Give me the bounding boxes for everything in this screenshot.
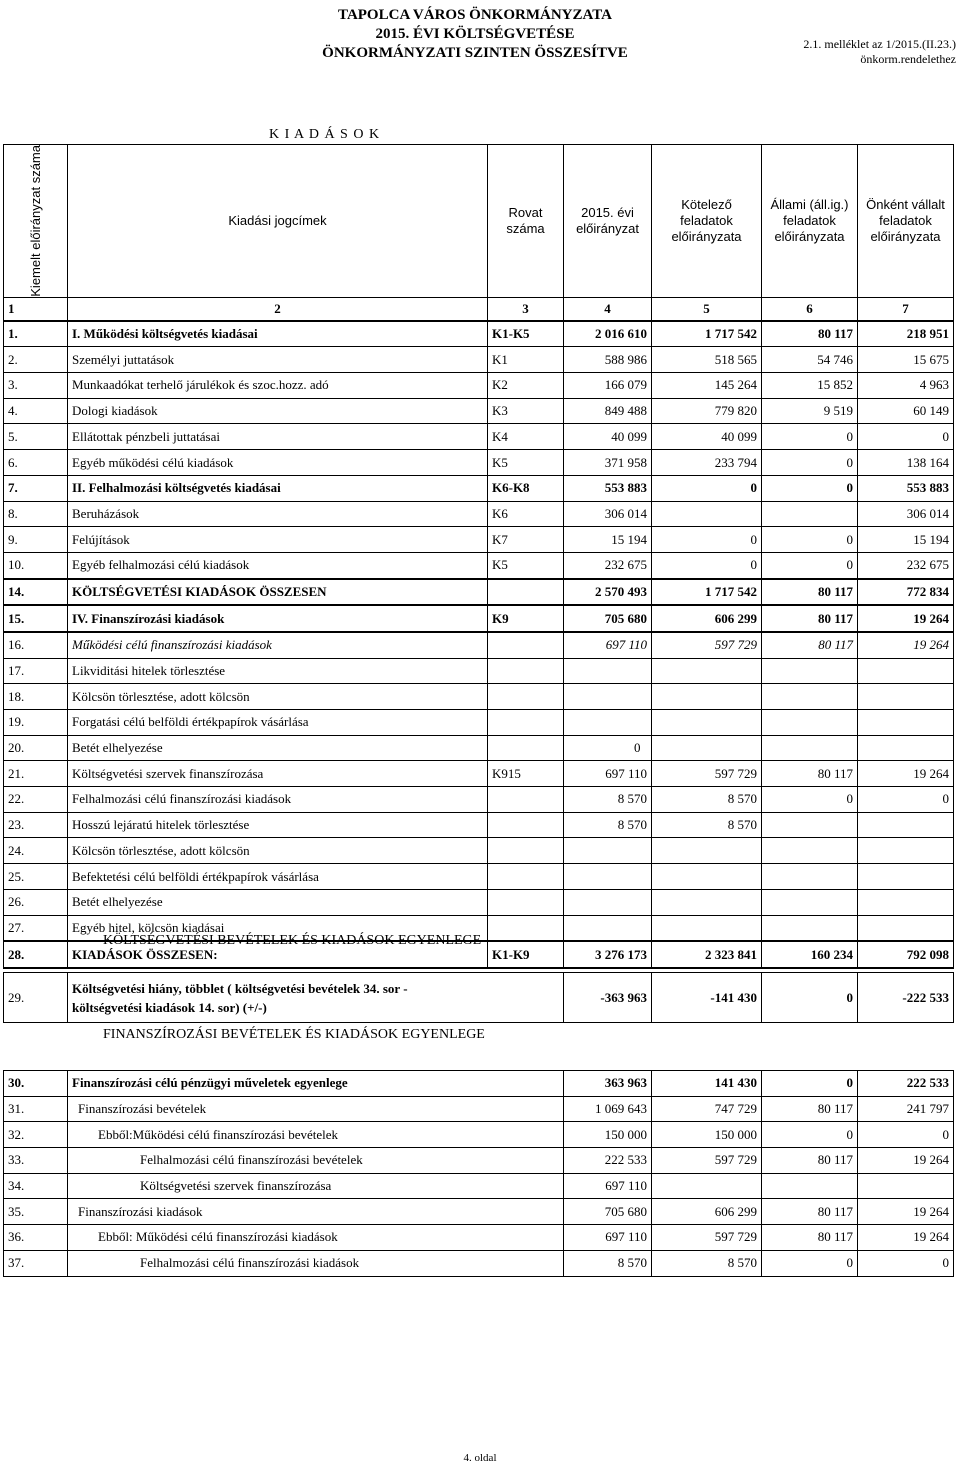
col-number: 7 [858,297,954,321]
table-row [4,710,954,736]
row-label: Ellátottak pénzbeli juttatásai [68,424,488,450]
value-cell [652,1173,762,1199]
value-cell [652,735,762,761]
table-row [4,552,954,578]
value-cell [564,658,652,684]
value-cell: 80 117 [762,1148,858,1174]
row-number: 14. [4,579,68,606]
row-number: 30. [4,1071,68,1097]
value-cell [762,889,858,915]
value-cell: 606 299 [652,605,762,632]
rovat-code: K2 [488,373,564,399]
value-cell: 19 264 [858,1199,954,1225]
row-label: II. Felhalmozási költségvetés kiadásai [68,475,488,501]
row-label: Felújítások [68,527,488,553]
row-number: 1. [4,321,68,347]
rovat-code [488,787,564,813]
value-cell: 697 110 [564,761,652,787]
value-cell [762,1173,858,1199]
row-label: Működési célú finanszírozási kiadások [68,632,488,658]
value-cell: 588 986 [564,347,652,373]
col-header-kotelezo: Kötelező feladatok előirányzata [652,145,762,298]
value-cell: 166 079 [564,373,652,399]
row-number: 32. [4,1122,68,1148]
col-header-kiemelt: Kiemelt előirányzat száma [4,145,68,298]
table-row [4,373,954,399]
value-cell: 0 [762,1250,858,1276]
table-row [4,475,954,501]
value-cell [652,710,762,736]
value-cell [858,710,954,736]
reference-line-2: önkorm.rendelethez [860,52,956,66]
value-cell: 40 099 [564,424,652,450]
value-cell: 19 264 [858,1148,954,1174]
row-number: 19. [4,710,68,736]
value-cell: 80 117 [762,321,858,347]
value-cell: 19 264 [858,605,954,632]
value-cell: 60 149 [858,398,954,424]
value-cell [762,812,858,838]
value-cell: 0 [762,450,858,476]
row-label: Költségvetési szervek finanszírozása [68,761,488,787]
row-number: 9. [4,527,68,553]
row-number: 28. [4,941,68,968]
col-header-eloir: 2015. évi előirányzat [564,145,652,298]
rovat-code [488,684,564,710]
row-number: 8. [4,501,68,527]
value-cell: 80 117 [762,1199,858,1225]
value-cell [564,710,652,736]
rovat-code: K7 [488,527,564,553]
value-cell [652,915,762,941]
value-cell: 0 [858,1122,954,1148]
value-cell [762,710,858,736]
value-cell: 0 [762,475,858,501]
value-cell [858,838,954,864]
value-cell: 15 852 [762,373,858,399]
value-cell: 363 963 [564,1071,652,1097]
row-number: 3. [4,373,68,399]
row-label: Befektetési célú belföldi értékpapírok vásárlása [68,864,488,890]
value-cell: 697 110 [564,1173,652,1199]
value-cell: -222 533 [858,973,954,1023]
value-cell [564,864,652,890]
table-row [4,838,954,864]
row-number: 37. [4,1250,68,1276]
value-cell: 597 729 [652,1225,762,1251]
rovat-code: K1-K9 [488,941,564,968]
value-cell: 1 069 643 [564,1096,652,1122]
value-cell [652,658,762,684]
row-label: Egyéb működési célú kiadások [68,450,488,476]
title-line-3: ÖNKORMÁNYZATI SZINTEN ÖSSZESÍTVE [322,45,628,61]
rovat-code: K6-K8 [488,475,564,501]
row-label: IV. Finanszírozási kiadások [68,605,488,632]
value-cell: 8 570 [564,1250,652,1276]
rovat-code [488,812,564,838]
row-number: 18. [4,684,68,710]
table-row [4,812,954,838]
table-row [4,1148,954,1174]
row-label: Betét elhelyezése [68,735,488,761]
value-cell: 0 [652,552,762,578]
value-cell: 849 488 [564,398,652,424]
col-number: 6 [762,297,858,321]
value-cell: 15 194 [564,527,652,553]
col-number: 2 [68,297,488,321]
rovat-code: K1-K5 [488,321,564,347]
value-cell: 518 565 [652,347,762,373]
value-cell: 19 264 [858,1225,954,1251]
value-cell: 3 276 173 [564,941,652,968]
row-number: 36. [4,1225,68,1251]
value-cell: 0 [762,1122,858,1148]
value-cell [762,915,858,941]
value-cell [858,658,954,684]
rovat-code [488,710,564,736]
value-cell: 222 533 [858,1071,954,1097]
value-cell: 150 000 [564,1122,652,1148]
value-cell: 150 000 [652,1122,762,1148]
row-number: 15. [4,605,68,632]
row-label: Finanszírozási célú pénzügyi műveletek egyenlege [68,1071,564,1097]
financing-balance-table [3,1070,954,1277]
page-number: 4. oldal [463,1452,497,1464]
row-label: Költségvetési szervek finanszírozása [68,1173,564,1199]
document-title [250,6,700,63]
value-cell: 80 117 [762,605,858,632]
section-title-financing-balance: FINANSZÍROZÁSI BEVÉTELEK ÉS KIADÁSOK EGYENLEGE [103,1027,485,1042]
row-number: 21. [4,761,68,787]
value-cell: 0 [564,735,652,761]
value-cell: 0 [762,787,858,813]
row-number: 4. [4,398,68,424]
value-cell [652,864,762,890]
section-title-budget-balance: KÖLTSÉGVETÉSI BEVÉTELEK ÉS KIADÁSOK EGYENLEGE [103,933,482,948]
row-number: 26. [4,889,68,915]
col-number: 4 [564,297,652,321]
row-number: 6. [4,450,68,476]
col-number: 1 [4,297,68,321]
table-row [4,761,954,787]
row-number: 5. [4,424,68,450]
table-row [4,1173,954,1199]
rovat-code: K6 [488,501,564,527]
rovat-code: K9 [488,605,564,632]
row-label: Hosszú lejáratú hitelek törlesztése [68,812,488,838]
value-cell [762,684,858,710]
row-label: Ebből: Működési célú finanszírozási kiadások [68,1225,564,1251]
value-cell: 306 014 [564,501,652,527]
value-cell: 0 [762,973,858,1023]
rovat-code: K915 [488,761,564,787]
table-row [4,501,954,527]
row-number: 33. [4,1148,68,1174]
table-row [4,1199,954,1225]
col-header-onkent: Önként vállalt feladatok előirányzata [858,145,954,298]
rovat-code [488,658,564,684]
value-cell: -363 963 [564,973,652,1023]
value-cell: 8 570 [564,787,652,813]
value-cell: 0 [762,552,858,578]
row-label: Beruházások [68,501,488,527]
value-cell [652,684,762,710]
value-cell: 0 [762,424,858,450]
row-label: Munkaadókat terhelő járulékok és szoc.hozz. adó [68,373,488,399]
table-row [4,1225,954,1251]
value-cell: 597 729 [652,632,762,658]
value-cell: 1 717 542 [652,321,762,347]
row-number: 29. [4,973,68,1023]
row-label: Forgatási célú belföldi értékpapírok vásárlása [68,710,488,736]
value-cell: 19 264 [858,632,954,658]
value-cell: 241 797 [858,1096,954,1122]
value-cell: 8 570 [564,812,652,838]
value-cell: 553 883 [858,475,954,501]
value-cell [858,915,954,941]
value-cell: 80 117 [762,579,858,606]
row-label: Felhalmozási célú finanszírozási bevételek [68,1148,564,1174]
table-row [4,864,954,890]
value-cell: 705 680 [564,605,652,632]
row-label: Kölcsön törlesztése, adott kölcsön [68,684,488,710]
value-cell: 747 729 [652,1096,762,1122]
value-cell: 222 533 [564,1148,652,1174]
value-cell [762,658,858,684]
value-cell [858,889,954,915]
rovat-code [488,864,564,890]
value-cell [762,864,858,890]
value-cell [858,1173,954,1199]
value-cell: 0 [858,424,954,450]
table-row [4,658,954,684]
title-line-2: 2015. ÉVI KÖLTSÉGVETÉSE [375,26,575,42]
rovat-code: K3 [488,398,564,424]
table-row [4,605,954,632]
value-cell: 80 117 [762,761,858,787]
row-label: Dologi kiadások [68,398,488,424]
table-row [4,1071,954,1097]
value-cell: 697 110 [564,1225,652,1251]
row-label: Felhalmozási célú finanszírozási kiadások [68,1250,564,1276]
row-label: Felhalmozási célú finanszírozási kiadások [68,787,488,813]
rovat-code: K5 [488,552,564,578]
value-cell [858,812,954,838]
row-number: 10. [4,552,68,578]
row-label: KIADÁSOK ÖSSZESEN: [68,941,488,968]
row-number: 24. [4,838,68,864]
value-cell: 145 264 [652,373,762,399]
value-cell: 232 675 [564,552,652,578]
value-cell [762,501,858,527]
reference-line-1: 2.1. melléklet az 1/2015.(II.23.) [803,37,956,51]
value-cell: 779 820 [652,398,762,424]
value-cell [762,735,858,761]
col-header-rovat: Rovat száma [488,145,564,298]
row-number: 22. [4,787,68,813]
value-cell [858,735,954,761]
value-cell: 1 717 542 [652,579,762,606]
row-label: KÖLTSÉGVETÉSI KIADÁSOK ÖSSZESEN [68,579,488,606]
value-cell: 606 299 [652,1199,762,1225]
rovat-code [488,838,564,864]
row-number: 20. [4,735,68,761]
row-number: 25. [4,864,68,890]
value-cell: 8 570 [652,787,762,813]
rovat-code: K1 [488,347,564,373]
column-number-row [4,297,954,321]
value-cell [762,838,858,864]
row-number: 35. [4,1199,68,1225]
row-label: Likviditási hitelek törlesztése [68,658,488,684]
expenses-section-label: K I A D Á S O K [269,127,381,142]
value-cell: 218 951 [858,321,954,347]
value-cell: 80 117 [762,1225,858,1251]
rovat-code: K4 [488,424,564,450]
table-row [4,1122,954,1148]
value-cell: 772 834 [858,579,954,606]
value-cell [564,915,652,941]
title-line-1: TAPOLCA VÁROS ÖNKORMÁNYZATA [338,7,612,23]
value-cell: 8 570 [652,1250,762,1276]
row-number: 17. [4,658,68,684]
col-header-allami: Állami (áll.ig.) feladatok előirányzata [762,145,858,298]
rovat-code [488,915,564,941]
value-cell: 4 963 [858,373,954,399]
row-label: Költségvetési hiány, többlet ( költségvetési bevételek 34. sor - költségvetési kiadások 14. sor) (+/-) [68,973,564,1023]
table-row [4,1250,954,1276]
row-label: Kölcsön törlesztése, adott kölcsön [68,838,488,864]
value-cell: 54 746 [762,347,858,373]
row-number: 34. [4,1173,68,1199]
table-row [4,450,954,476]
table-row [4,398,954,424]
value-cell: 0 [652,527,762,553]
value-cell: 2 570 493 [564,579,652,606]
value-cell: 2 323 841 [652,941,762,968]
expenses-table [3,144,954,969]
value-cell: 0 [858,1250,954,1276]
row-label: I. Működési költségvetés kiadásai [68,321,488,347]
value-cell: 306 014 [858,501,954,527]
table-row [4,527,954,553]
value-cell: 233 794 [652,450,762,476]
value-cell: -141 430 [652,973,762,1023]
rovat-code [488,889,564,915]
table-row [4,787,954,813]
value-cell: 0 [652,475,762,501]
value-cell: 697 110 [564,632,652,658]
col-number: 5 [652,297,762,321]
value-cell: 792 098 [858,941,954,968]
table-row [4,321,954,347]
value-cell [652,838,762,864]
value-cell: 160 234 [762,941,858,968]
value-cell: 2 016 610 [564,321,652,347]
value-cell: 0 [762,527,858,553]
table-row [4,579,954,606]
row-label: Finanszírozási kiadások [68,1199,564,1225]
rovat-code [488,579,564,606]
row-label: Egyéb hitel, kölcsön kiadásai [68,915,488,941]
rovat-code: K5 [488,450,564,476]
value-cell: 9 519 [762,398,858,424]
rovat-code [488,735,564,761]
value-cell: 141 430 [652,1071,762,1097]
value-cell [564,838,652,864]
table-row [4,684,954,710]
value-cell: 15 194 [858,527,954,553]
table-row [4,424,954,450]
table-row [4,632,954,658]
row-number: 16. [4,632,68,658]
row-label: Finanszírozási bevételek [68,1096,564,1122]
row-label: Személyi juttatások [68,347,488,373]
table-row [4,889,954,915]
value-cell: 0 [762,1071,858,1097]
row-label: Betét elhelyezése [68,889,488,915]
value-cell: 553 883 [564,475,652,501]
value-cell: 0 [858,787,954,813]
value-cell: 80 117 [762,1096,858,1122]
row-label: Ebből:Működési célú finanszírozási bevételek [68,1122,564,1148]
value-cell: 371 958 [564,450,652,476]
col-header-jogcim: Kiadási jogcímek [68,145,488,298]
rovat-code [488,632,564,658]
row-number: 27. [4,915,68,941]
value-cell [652,889,762,915]
row-number: 23. [4,812,68,838]
value-cell: 80 117 [762,632,858,658]
row-number: 2. [4,347,68,373]
value-cell [564,889,652,915]
col-number: 3 [488,297,564,321]
table-row [4,347,954,373]
row-number: 7. [4,475,68,501]
table-row [4,973,954,1023]
value-cell: 705 680 [564,1199,652,1225]
value-cell [858,864,954,890]
regulation-reference [803,37,956,67]
value-cell [564,684,652,710]
value-cell: 597 729 [652,761,762,787]
budget-balance-table [3,972,954,1023]
value-cell: 15 675 [858,347,954,373]
table-row [4,735,954,761]
value-cell: 8 570 [652,812,762,838]
table-row [4,1096,954,1122]
row-number: 31. [4,1096,68,1122]
row-label: Egyéb felhalmozási célú kiadások [68,552,488,578]
value-cell: 232 675 [858,552,954,578]
value-cell: 138 164 [858,450,954,476]
value-cell: 19 264 [858,761,954,787]
value-cell [652,501,762,527]
value-cell: 597 729 [652,1148,762,1174]
value-cell: 40 099 [652,424,762,450]
value-cell [858,684,954,710]
